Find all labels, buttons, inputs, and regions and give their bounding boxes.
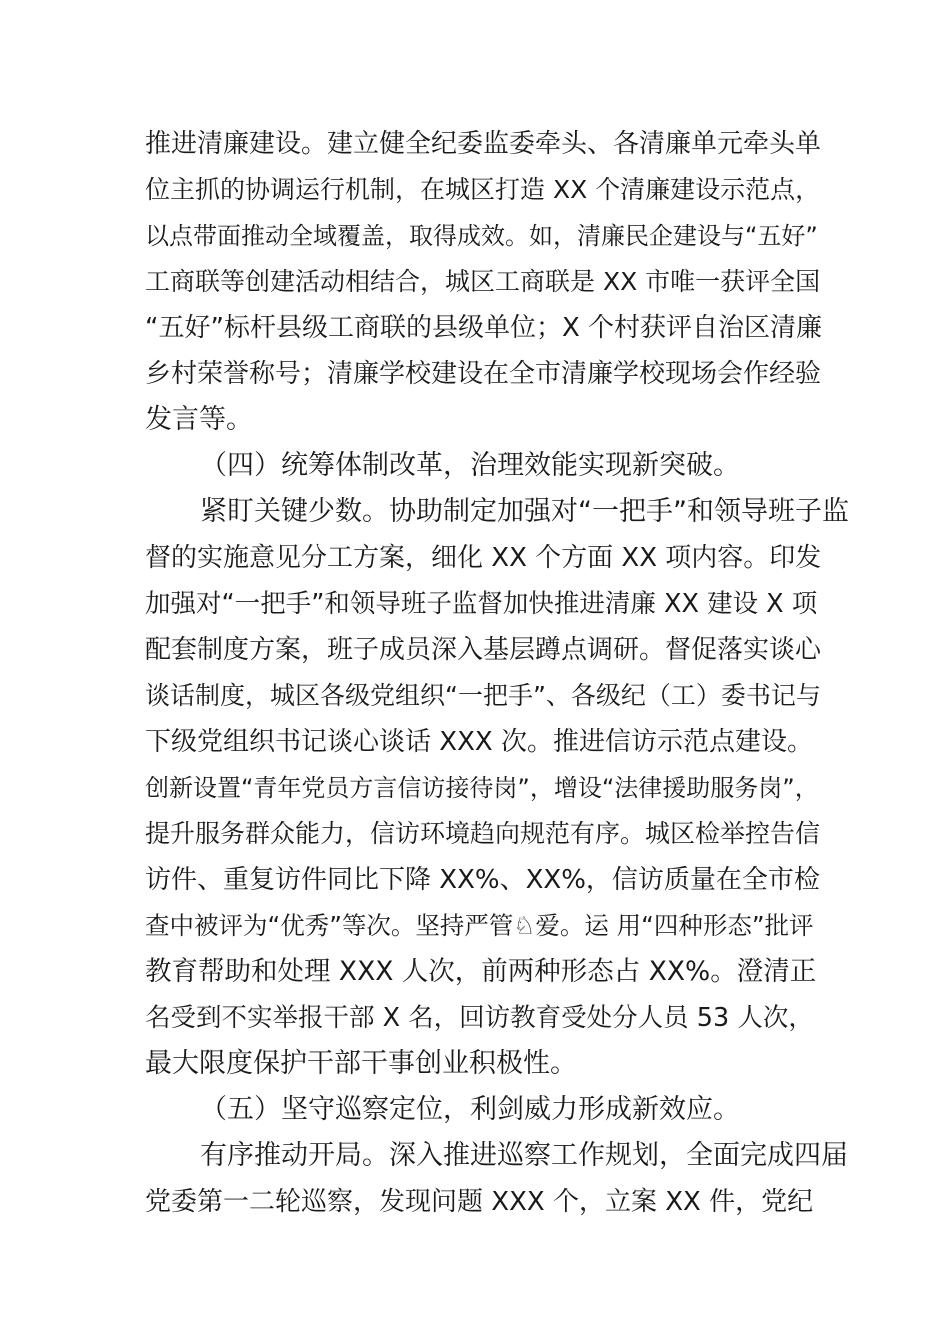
text-line: 下级党组织书记谈心谈话 XXX 次。推进信访示范点建设。 (145, 727, 813, 757)
text-line: 加强对“一把手”和领导班子监督加快推进清廉 XX 建设 X 项 (145, 589, 818, 619)
text-line: 教育帮助和处理 XXX 人次，前两种形态占 XX%。澄清正 (145, 956, 817, 987)
text-line: 督的实施意见分工方案，细化 XX 个方面 XX 项内容。印发 (145, 543, 822, 573)
section-heading: （四）统筹体制改革，治理效能实现新突破。 (200, 450, 740, 481)
text-line: 访件、重复访件同比下降 XX%、XX%，信访质量在全市检 (145, 865, 820, 895)
text-line: 谈话制度，城区各级党组织“一把手”、各级纪（工）委书记与 (145, 681, 821, 710)
text-line: 乡村荣誉称号；清廉学校建设在全市清廉学校现场会作经验 (145, 359, 822, 389)
text-line: 以点带面推动全域覆盖，取得成效。如，清廉民企建设与“五好” (145, 222, 818, 250)
text-line: 发言等。 (145, 404, 253, 435)
section-heading: （五）坚守巡察定位，利剑威力形成新效应。 (200, 1094, 740, 1125)
text-line: 工商联等创建活动相结合，城区工商联是 XX 市唯一获评全国 (145, 267, 821, 296)
text-line: 有序推动开局。深入推进巡察工作规划，全面完成四届 (200, 1140, 848, 1171)
text-line: 查中被评为“优秀”等次。坚持严管♘爱。运 用“四种形态”批评 (145, 911, 814, 940)
text-line: “五好”标杆县级工商联的县级单位；X 个村获评自治区清廉 (145, 313, 823, 343)
text-line: 配套制度方案，班子成员深入基层蹲点调研。督促落实谈心 (145, 635, 822, 665)
text-line: 创新设置“青年党员方言信访接待岗”，增设“法律援助服务岗”， (145, 774, 819, 802)
text-line: 紧盯关键少数。协助制定加强对“一把手”和领导班子监 (200, 496, 849, 527)
text-line: 位主抓的协调运行机制，在城区打造 XX 个清廉建设示范点， (145, 175, 821, 204)
text-line: 名受到不实举报干部 X 名，回访教育受处分人员 53 人次， (145, 1003, 814, 1033)
text-line: 党委第一二轮巡察，发现问题 XXX 个，立案 XX 件，党纪 (145, 1187, 814, 1217)
text-line: 最大限度保护干部干事创业积极性。 (145, 1048, 577, 1079)
text-line: 提升服务群众能力，信访环境趋向规范有序。城区检举控告信 (145, 819, 821, 848)
text-line: 推进清廉建设。建立健全纪委监委牵头、各清廉单元牵头单 (145, 129, 822, 159)
